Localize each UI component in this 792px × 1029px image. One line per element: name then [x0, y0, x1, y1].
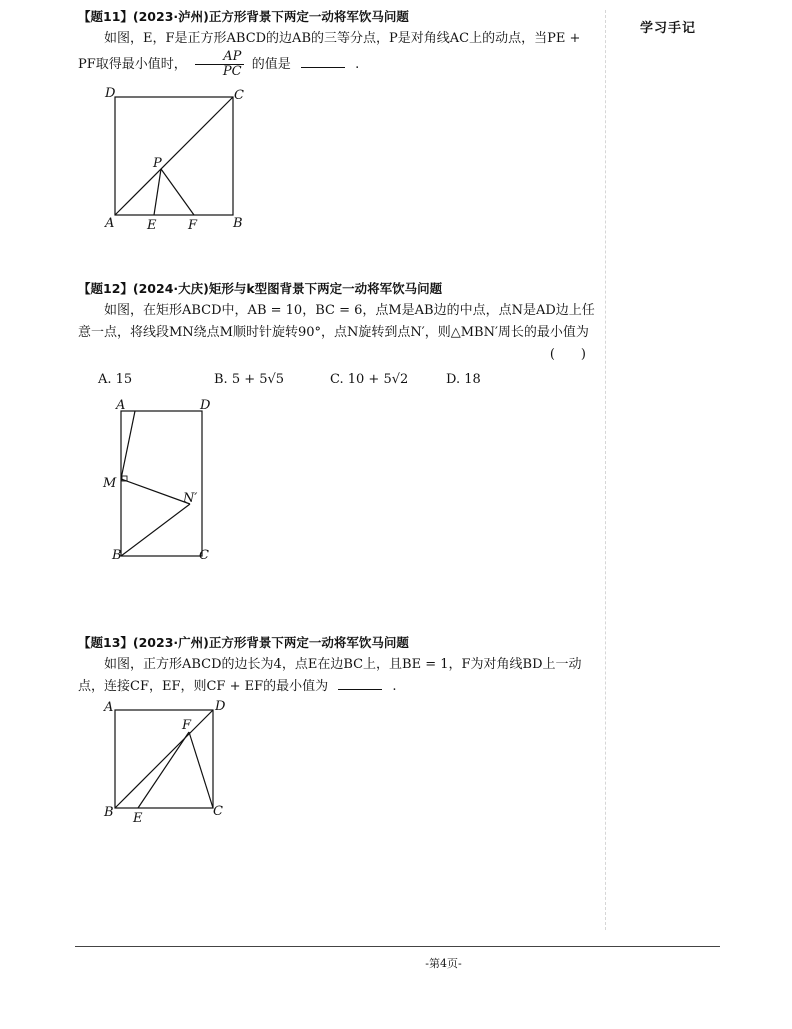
problem-11-header: 【题11】(2023·泸州)正方形背景下两定一动将军饮马问题: [78, 9, 409, 24]
problem-13-period: .: [392, 679, 397, 694]
notes-divider: [605, 10, 606, 930]
label-d: D: [105, 86, 116, 101]
label-a: A: [116, 398, 126, 413]
problem-13-text: [78, 654, 598, 698]
choice-d[interactable]: D. 18: [446, 372, 481, 387]
label-m: M: [103, 476, 117, 491]
fraction-denominator: PC: [222, 64, 242, 79]
choice-c[interactable]: C. 10 + 5√2: [330, 372, 409, 387]
figure-problem-11: [95, 85, 255, 235]
problem-12: [78, 278, 598, 366]
problem-11-text: [78, 28, 598, 79]
answer-blank[interactable]: [338, 677, 382, 690]
label-b: B: [233, 216, 243, 231]
problem-12-statement: 如图，在矩形ABCD中，AB = 10，BC = 6，点M是AB边的中点，点N是AD边上任意一点，将线段MN绕点M顺时针旋转90°，点N旋转到点N′，则△MBN′周长的最小值为: [78, 303, 595, 340]
problem-13-statement: 如图，正方形ABCD的边长为4，点E在边BC上，且BE = 1，F为对角线BD上一动点，连接CF，EF，则CF + EF的最小值为: [78, 657, 582, 694]
label-d: D: [200, 398, 211, 413]
figure-problem-12: [100, 396, 230, 566]
label-e: E: [147, 218, 157, 233]
label-a: A: [104, 700, 114, 715]
problem-11-text-a: 如图，E，F是正方形ABCD的边AB的三等分点，P是对角线AC上的动点，当PE + PF取得最小值时，: [78, 31, 581, 72]
problem-13-header: 【题13】(2023·广州)正方形背景下两定一动将军饮马问题: [78, 635, 409, 650]
label-a: A: [105, 216, 115, 231]
problem-11-period: .: [355, 57, 360, 72]
label-b: B: [112, 548, 122, 563]
label-c: C: [199, 548, 209, 563]
fraction-ap-pc: [195, 50, 244, 79]
label-e: E: [133, 811, 143, 826]
choice-b[interactable]: B. 5 + 5√5: [214, 372, 285, 387]
footer-rule: [75, 946, 720, 947]
problem-12-text: [78, 300, 598, 362]
label-p: P: [153, 156, 162, 171]
answer-blank[interactable]: [301, 55, 345, 68]
answer-paren[interactable]: ( ): [549, 347, 586, 362]
choice-a[interactable]: A. 15: [98, 372, 133, 387]
label-b: B: [104, 805, 114, 820]
label-c: C: [234, 88, 244, 103]
label-f: F: [182, 718, 192, 733]
label-n-prime: N′: [183, 491, 198, 506]
label-d: D: [215, 699, 226, 714]
problem-12-header: 【题12】(2024·大庆)矩形与k型图背景下两定一动将军饮马问题: [78, 281, 443, 296]
figure-problem-13: [100, 698, 240, 828]
problem-13: [78, 632, 598, 698]
problem-11: [78, 6, 598, 79]
page-number: -第4页-: [425, 957, 462, 970]
fraction-numerator: AP: [195, 50, 244, 65]
notes-column-title: 学习手记: [640, 21, 697, 36]
label-c: C: [213, 804, 223, 819]
problem-11-text-b: 的值是: [251, 57, 291, 72]
label-f: F: [188, 218, 198, 233]
